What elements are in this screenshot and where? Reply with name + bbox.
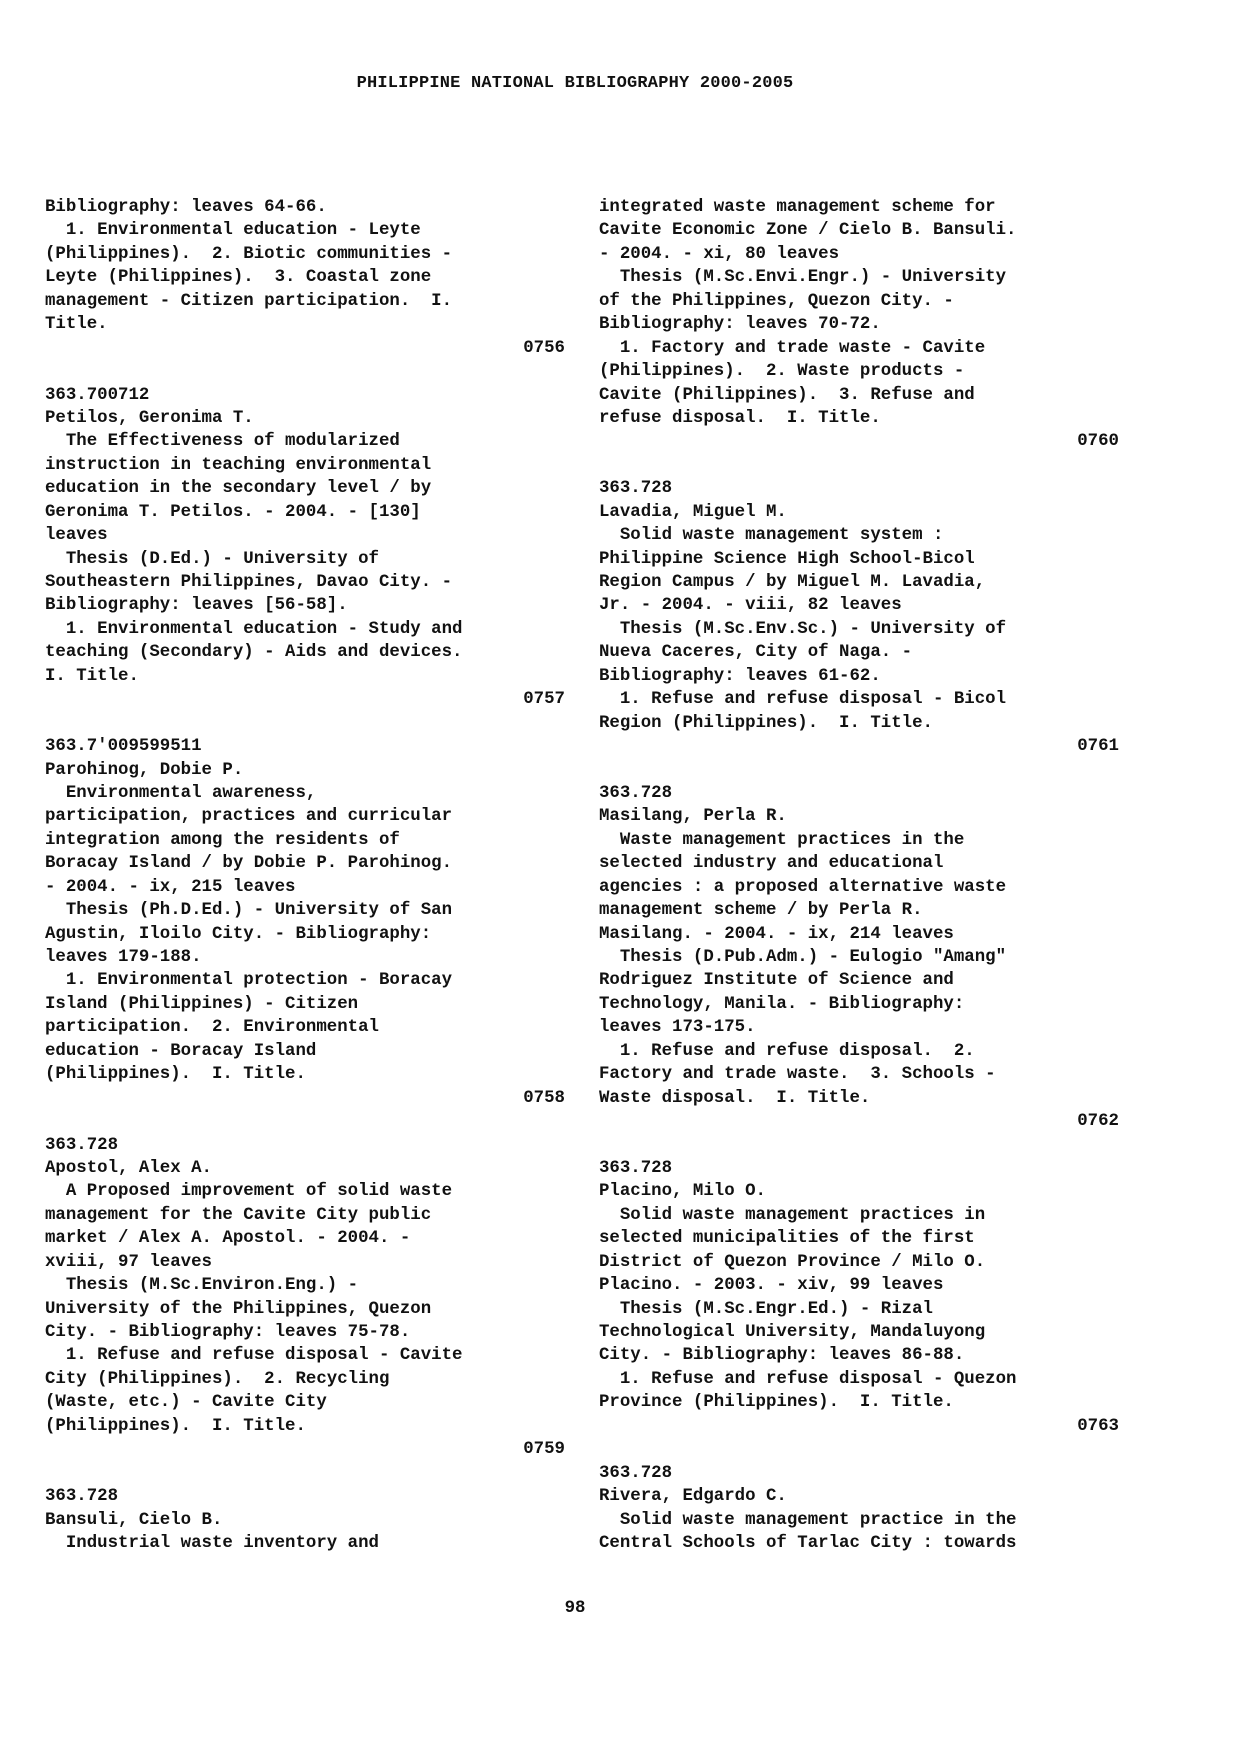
entry-line: Thesis (M.Sc.Engr.Ed.) - Rizal (599, 1299, 933, 1319)
entry-line: selected industry and educational (599, 854, 944, 874)
entry-line: 363.728 (599, 479, 673, 499)
entry-line: Bibliography: leaves 64-66. (45, 198, 327, 217)
entry-line: (Philippines). 2. Waste products - (599, 362, 965, 382)
entry-line: Cavite (Philippines). 3. Refuse and (599, 385, 975, 405)
entry-line: 1. Refuse and refuse disposal - Bicol (599, 690, 1007, 710)
entry-line: City. - Bibliography: leaves 86-88. (599, 1346, 965, 1366)
entry-line: integrated waste management scheme for (599, 198, 996, 217)
entry-line: education - Boracay Island (45, 1041, 317, 1061)
entry-line: Thesis (M.Sc.Envi.Engr.) - University (599, 268, 1007, 288)
entry-number: 0763 (1077, 1416, 1119, 1436)
entry-line: Waste management practices in the (599, 830, 965, 850)
entry-line (45, 1462, 565, 1485)
entry-line: Region Campus / by Miguel M. Lavadia, (599, 573, 986, 592)
entry-number: 0759 (523, 1440, 565, 1460)
entry-line: Factory and trade waste. 3. Schools - (599, 1065, 996, 1085)
entry-line: Jr. - 2004. - viii, 82 leaves (599, 596, 902, 616)
entry-line: 363.728 (599, 1158, 673, 1178)
entry-line: of the Philippines, Quezon City. - (599, 291, 954, 311)
entry-line: 1. Refuse and refuse disposal. 2. (599, 1041, 975, 1061)
entry-line: A Proposed improvement of solid waste (45, 1182, 453, 1202)
entry-line: District of Quezon Province / Milo O. (599, 1252, 986, 1272)
entry-line: Rivera, Edgardo C. (599, 1487, 787, 1507)
entry-line: Waste disposal. I. Title. (599, 1088, 871, 1108)
entry-line: 1. Factory and trade waste - Cavite (599, 338, 986, 358)
entry-line: 1. Refuse and refuse disposal - Cavite (45, 1346, 463, 1366)
entry-line (45, 1110, 565, 1133)
entry-line: management for the Cavite City public (45, 1205, 432, 1225)
entry-number: 0760 (1077, 432, 1119, 452)
entry-line: integration among the residents of (45, 830, 400, 850)
entry-line: City. - Bibliography: leaves 75-78. (45, 1323, 411, 1342)
entry-line: Philippine Science High School-Bicol (599, 549, 975, 569)
entry-line (599, 1134, 1119, 1157)
entry-line: leaves 179-188. (45, 948, 202, 967)
entry-line: Bibliography: leaves 70-72. (599, 315, 881, 335)
entry-number: 0761 (1077, 737, 1119, 757)
entry-number: 0757 (523, 690, 565, 710)
entry-line: instruction in teaching environmental (45, 455, 432, 475)
entry-line: 1. Environmental education - Study and (45, 619, 463, 639)
entry-line: - 2004. - ix, 215 leaves (45, 877, 296, 897)
entry-line: refuse disposal. I. Title. (599, 408, 881, 428)
entry-line (599, 759, 1119, 782)
entry-line: - 2004. - xi, 80 leaves (599, 244, 840, 264)
entry-line (599, 1438, 1119, 1461)
entry-line: Title. (45, 315, 108, 335)
entry-line (45, 712, 565, 735)
entry-line: Thesis (M.Sc.Env.Sc.) - University of (599, 619, 1007, 639)
entry-line: 363.728 (599, 783, 673, 803)
entry-line: Placino, Milo O. (599, 1182, 766, 1202)
page-number: 98 (564, 1599, 586, 1618)
entry-line: agencies : a proposed alternative waste (599, 877, 1007, 897)
entry-line: Solid waste management practices in (599, 1205, 986, 1225)
entry-line: (Philippines). I. Title. (45, 1065, 306, 1085)
entry-line: Rodriguez Institute of Science and (599, 971, 954, 991)
entry-line: Thesis (D.Ed.) - University of (45, 549, 379, 569)
left-column (45, 196, 565, 1555)
entry-line: (Philippines). 2. Biotic communities - (45, 244, 453, 264)
entry-line: 363.728 (45, 1135, 119, 1155)
entry-line: Thesis (D.Pub.Adm.) - Eulogio "Amang" (599, 948, 1007, 967)
entry-line: leaves (45, 526, 108, 546)
right-column (599, 196, 1119, 1555)
entry-line: management scheme / by Perla R. (599, 901, 923, 921)
entry-number: 0756 (523, 338, 565, 358)
entry-line: Thesis (Ph.D.Ed.) - University of San (45, 901, 453, 921)
entry-line: Apostol, Alex A. (45, 1158, 212, 1178)
entry-line: 363.728 (45, 1487, 119, 1507)
entry-line: Region (Philippines). I. Title. (599, 713, 933, 733)
entry-line: Province (Philippines). I. Title. (599, 1393, 954, 1413)
entry-line: I. Title. (45, 666, 139, 686)
entry-line (599, 454, 1119, 477)
entry-line: 1. Refuse and refuse disposal - Quezon (599, 1369, 1017, 1389)
entry-line: Bibliography: leaves 61-62. (599, 666, 881, 686)
entry-line: (Waste, etc.) - Cavite City (45, 1393, 327, 1413)
entry-line: Cavite Economic Zone / Cielo B. Bansuli. (599, 221, 1017, 241)
entry-line: Nueva Caceres, City of Naga. - (599, 643, 913, 663)
entry-line: Environmental awareness, (45, 783, 317, 803)
entry-line: Thesis (M.Sc.Environ.Eng.) - (45, 1276, 359, 1296)
entry-number: 0758 (523, 1088, 565, 1108)
entry-line: Bibliography: leaves [56-58]. (45, 596, 348, 616)
entry-line: Southeastern Philippines, Davao City. - (45, 573, 453, 592)
entry-line: Central Schools of Tarlac City : towards (599, 1533, 1017, 1553)
entry-line: management - Citizen participation. I. (45, 291, 453, 311)
entry-line: (Philippines). I. Title. (45, 1416, 306, 1436)
entry-line: Technological University, Mandaluyong (599, 1323, 986, 1342)
entry-line: teaching (Secondary) - Aids and devices. (45, 643, 463, 663)
entry-line: 363.7'009599511 (45, 737, 202, 757)
entry-line: Solid waste management system : (599, 526, 944, 546)
entry-number: 0762 (1077, 1112, 1119, 1132)
entry-line (45, 360, 565, 383)
entry-line: participation, practices and curricular (45, 807, 453, 827)
entry-line: City (Philippines). 2. Recycling (45, 1369, 390, 1389)
entry-line: leaves 173-175. (599, 1018, 756, 1038)
entry-line: Parohinog, Dobie P. (45, 760, 244, 780)
entry-line: Placino. - 2003. - xiv, 99 leaves (599, 1276, 944, 1296)
entry-line: education in the secondary level / by (45, 479, 432, 499)
entry-line: University of the Philippines, Quezon (45, 1299, 432, 1319)
entry-line: 1. Environmental education - Leyte (45, 221, 421, 241)
entry-line: Island (Philippines) - Citizen (45, 994, 359, 1014)
entry-line: selected municipalities of the first (599, 1229, 975, 1249)
entry-line: 1. Environmental protection - Boracay (45, 971, 453, 991)
entry-line: market / Alex A. Apostol. - 2004. - (45, 1229, 411, 1249)
entry-line: xviii, 97 leaves (45, 1252, 212, 1272)
entry-line: 363.728 (599, 1463, 673, 1483)
entry-line: 363.700712 (45, 385, 150, 405)
entry-line: Petilos, Geronima T. (45, 408, 254, 428)
entry-line: Bansuli, Cielo B. (45, 1510, 223, 1530)
entry-line: The Effectiveness of modularized (45, 432, 400, 452)
entry-line: Leyte (Philippines). 3. Coastal zone (45, 268, 432, 288)
entry-line: Technology, Manila. - Bibliography: (599, 994, 965, 1014)
entry-line: Agustin, Iloilo City. - Bibliography: (45, 924, 432, 944)
entry-line: Industrial waste inventory and (45, 1533, 379, 1553)
entry-line: Solid waste management practice in the (599, 1510, 1017, 1530)
entry-line: participation. 2. Environmental (45, 1018, 379, 1038)
entry-line: Geronima T. Petilos. - 2004. - [130] (45, 502, 421, 522)
entry-line: Boracay Island / by Dobie P. Parohinog. (45, 854, 453, 874)
page-header: PHILIPPINE NATIONAL BIBLIOGRAPHY 2000-2005 (356, 74, 794, 93)
entry-line: Lavadia, Miguel M. (599, 502, 787, 522)
entry-line: Masilang. - 2004. - ix, 214 leaves (599, 924, 954, 944)
entry-line: Masilang, Perla R. (599, 807, 787, 827)
